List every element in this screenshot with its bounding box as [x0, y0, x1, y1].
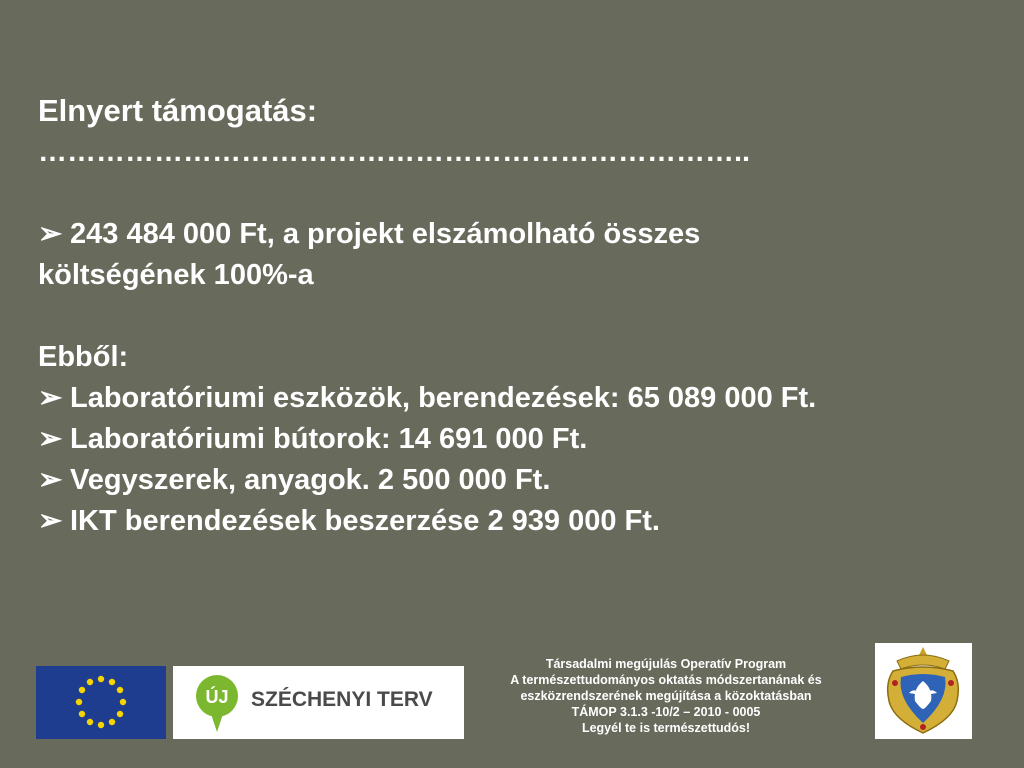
footer-line: eszközrendszerének megújítása a közoktatásban [520, 689, 812, 703]
slide-title: Elnyert támogatás: [38, 93, 318, 128]
footer-line: A természettudományos oktatás módszertanának és [510, 673, 822, 687]
intro-bullet-text: 243 484 000 Ft, a projekt elszámolható összes [70, 218, 701, 250]
footer-line: Társadalmi megújulás Operatív Program [545, 657, 787, 671]
arrow-bullet-icon: ➢ [38, 464, 63, 496]
szechenyi-terv-logo [173, 666, 464, 739]
footer-program-info [478, 656, 854, 736]
list-item [38, 460, 998, 501]
sub-heading: Ebből: [38, 341, 129, 373]
arrow-bullet-icon: ➢ [38, 505, 63, 537]
list-item [38, 501, 998, 542]
list-item [38, 419, 998, 460]
footer-line: TÁMOP 3.1.3 -10/2 – 2010 - 0005 [571, 705, 761, 719]
logo-uj-text: ÚJ [205, 687, 229, 707]
spacer [38, 296, 998, 337]
list-item-text: Vegyszerek, anyagok. 2 500 000 Ft. [70, 464, 551, 496]
intro-bullet [38, 214, 998, 255]
slide-content [38, 90, 998, 542]
crest-icon [875, 643, 972, 739]
arrow-bullet-icon: ➢ [38, 382, 63, 414]
arrow-bullet-icon: ➢ [38, 423, 63, 455]
list-item-text: IKT berendezések beszerzése 2 939 000 Ft. [70, 505, 660, 537]
szechenyi-logo-mark [173, 666, 464, 739]
coat-of-arms-logo [875, 643, 972, 739]
logo-szechenyi-text: SZÉCHENYI TERV [251, 688, 433, 711]
eu-stars-icon [36, 666, 166, 739]
list-item-text: Laboratóriumi bútorok: 14 691 000 Ft. [70, 423, 588, 455]
list-item [38, 378, 998, 419]
list-item-text: Laboratóriumi eszközök, berendezések: 65 089 000 Ft. [70, 382, 817, 414]
dotted-line: ……………………………………………………………….. [38, 136, 751, 168]
spacer [38, 173, 998, 214]
arrow-bullet-icon: ➢ [38, 218, 63, 250]
intro-bullet-continuation: költségének 100%-a [38, 259, 314, 291]
eu-flag-logo [36, 666, 166, 739]
footer-line: Legyél te is természettudós! [581, 721, 751, 735]
